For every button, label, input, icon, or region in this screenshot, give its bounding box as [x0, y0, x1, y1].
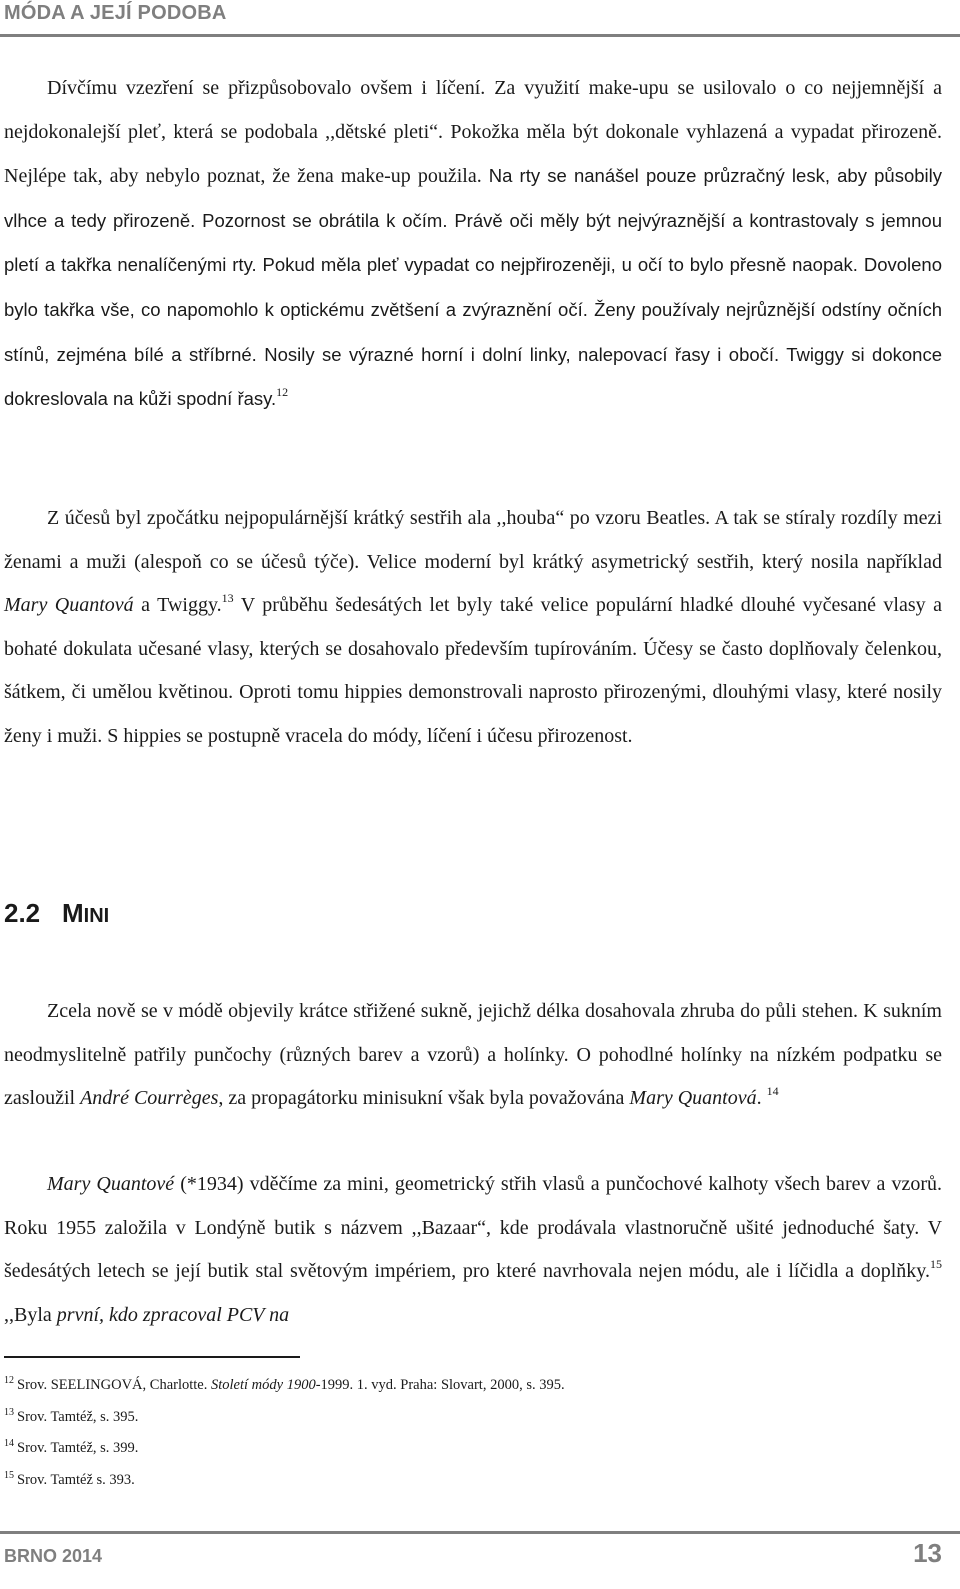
footnote-text-tail: -1999. 1. vyd. Praha: Slovart, 2000, s. 395. [315, 1377, 565, 1393]
footnote-text: Srov. SEELINGOVÁ, Charlotte. [17, 1377, 211, 1393]
paragraph-makeup-text-1: Dívčímu vzezření se přizpůsobovalo ovšem i líčení. Za využití make-upu se usilovalo o co nejjemnější a nejdokonalejší pleť, která se podobala ,,dětské pleti“. Pokožka měla být dokonale vyhlazená a vypadat přirozeně. Nejlépe tak, aby nebylo poznat, že žena make-up použila. [4, 77, 942, 188]
footnote-ref-14[interactable]: 14 [766, 1084, 779, 1099]
footnote-text: Srov. Tamtéž, s. 395. [17, 1408, 139, 1425]
section-heading [4, 898, 109, 929]
header-rule [0, 34, 960, 37]
footnote-number: 14 [4, 1438, 14, 1449]
section-number: 2.2 [4, 898, 41, 928]
footnotes [4, 1368, 904, 1494]
footnote-text: Srov. Tamtéž s. 393. [17, 1471, 135, 1488]
footnote-ref-13[interactable]: 13 [221, 591, 234, 606]
paragraph-makeup-text-2: Na rty se nanášel pouze průzračný lesk, aby působily vlhce a tedy přirozeně. Pozornost se obrátila k očím. Právě oči měly být nejvýraznější a kontrastovaly s jemnou pletí a takřka nenalíčenými rty. Pokud měla pleť vypadat co nejpřirozeněji, u očí to bylo přesně naopak. Dovoleno bylo takřka vše, co napomohlo k optickému zvětšení a zvýraznění očí. Ženy používaly nejrůznější odstíny očních stínů, zejména bílé a stříbrné. Nosily se výrazné horní i dolní linky, nalepovací řasy i obočí. Twiggy si dokonce dokreslovala na kůži spodní řasy. [4, 165, 942, 410]
running-header-title: MÓDA A JEJÍ PODOBA [4, 2, 227, 24]
footnote-14 [4, 1431, 904, 1463]
paragraph-hairstyles-text-2: a Twiggy. [133, 594, 222, 617]
footer-rule [0, 1531, 960, 1534]
paragraph-makeup [4, 67, 942, 422]
footnote-number: 15 [4, 1469, 14, 1481]
footnote-ref-15[interactable]: 15 [930, 1257, 942, 1272]
footnote-number: 13 [4, 1406, 14, 1418]
section-title-initial: M [62, 898, 84, 928]
footnote-12 [4, 1368, 904, 1400]
paragraph-mini-text-1: Zcela nově se v módě objevily krátce střižené sukně, jejichž délka dosahovala zhruba do půli stehen. K sukním neodmyslitelně patřily punčochy (různých barev a vzorů) a holínky. O pohodlné holínky na nízkém podpatku se zasloužil [4, 1000, 942, 1110]
footer-location-year: BRNO 2014 [4, 1546, 103, 1566]
page-number: 13 [913, 1538, 942, 1568]
paragraph-hairstyles-text-1: Z účesů byl zpočátku nejpopulárnější krátký sestřih ala ,,houba“ po vzoru Beatles. A tak se stíraly rozdíly mezi ženami a muži (alespoň co se účesů týče). Velice moderní byl krátký asymetrický sestřih, který nosila například [4, 507, 942, 573]
paragraph-quant-text-3: ,,Byla [4, 1303, 57, 1326]
shop-name: Bazaar [421, 1216, 478, 1239]
quote-text: první, kdo zpracoval PCV na [56, 1303, 290, 1326]
footnote-book-title: Století módy 1900 [210, 1377, 316, 1393]
paragraph-quant-text-1: (*1934) vděčíme za mini, geometrický střih vlasů a punčochové kalhoty všech barev a vzorů. Roku 1955 založila v Londýně butik s názvem ,, [4, 1173, 942, 1239]
paragraph-mini-text-2: , za propagátorku minisukní však byla považována [218, 1087, 630, 1110]
paragraph-hairstyles [4, 497, 942, 759]
running-header [0, 0, 960, 37]
section-title-rest: INI [83, 905, 110, 927]
footnote-15 [4, 1463, 904, 1495]
paragraph-hairstyles-text-3: V průběhu šedesátých let byly také velice populární hladké dlouhé vyčesané vlasy a bohaté dokulata učesané vlasy, kterých se dosahovalo především tupírováním. Účesy se často doplňovaly čelenkou, šátkem, či umělou květinou. Oproti tomu hippies demonstrovali naprosto přirozenými, dlouhými vlasy, které nosily ženy i muži. S hippies se postupně vracela do módy, líčení i účesu přirozenost. [4, 594, 942, 747]
person-name-mary-quant-3: Mary Quantové [47, 1173, 175, 1195]
paragraph-mini-text-3: . [756, 1087, 762, 1110]
paragraph-mary-quant [4, 1163, 942, 1337]
paragraph-quant-text-2: “, kde prodávala vlastnoručně ušité jednoduché šaty. V šedesátých letech se její butik stal světovým impériem, pro které navrhovala nejen módu, ale i líčidla a doplňky. [4, 1216, 943, 1283]
paragraph-mini-skirts [4, 990, 942, 1121]
footnote-text: Srov. Tamtéž, s. 399. [17, 1440, 139, 1456]
footnote-ref-12[interactable]: 12 [276, 385, 289, 400]
person-name-mary-quant-2: Mary Quantová [629, 1087, 757, 1110]
person-name-mary-quant: Mary Quantová [4, 594, 134, 617]
person-name-courreges: André Courrèges [80, 1087, 219, 1110]
footnote-13 [4, 1400, 904, 1432]
footnote-number: 12 [4, 1375, 14, 1386]
footnote-separator [4, 1356, 300, 1358]
